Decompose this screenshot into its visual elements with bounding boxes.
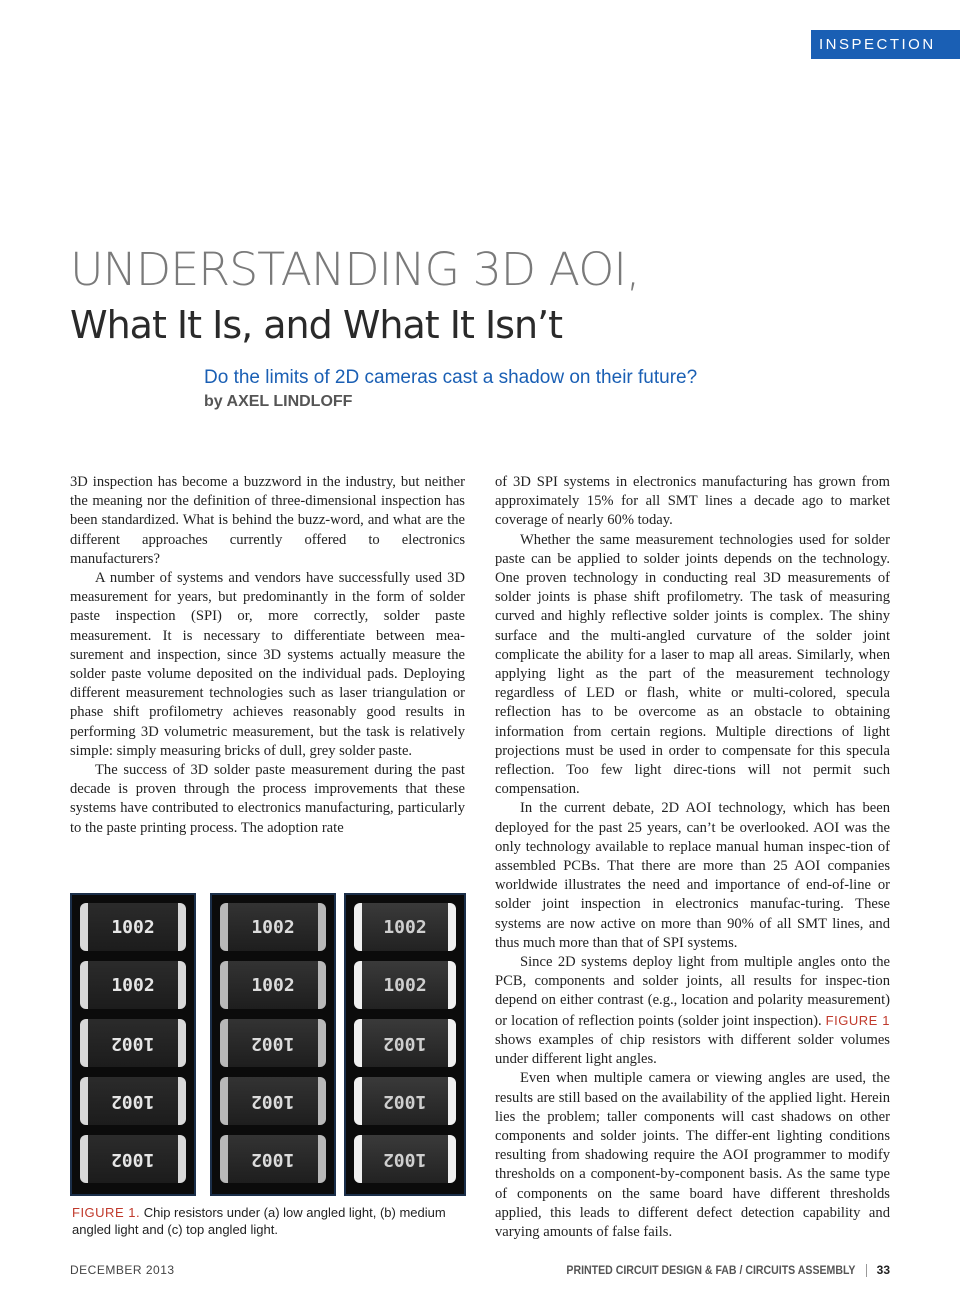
footer-divider xyxy=(866,1264,867,1277)
chip-resistor: 1002 xyxy=(220,961,326,1009)
chip-resistor: 1002 xyxy=(80,1077,186,1125)
paragraph-text: shows examples of chip resistors with different solder volumes under different light angles. xyxy=(495,1031,890,1068)
chip-resistor: 1002 xyxy=(80,1019,186,1067)
paragraph-text: Since 2D systems deploy light from multiple angles onto the PCB, components and solder joints, all results for inspec-tion depend on either contrast (e.g., location and polarity measurement) or location of reflection points (solder joint inspection). xyxy=(495,954,890,1029)
body-paragraph xyxy=(495,953,890,1069)
article-deck: Do the limits of 2D cameras cast a shadow on their future? xyxy=(204,367,698,388)
body-paragraph: Even when multiple camera or viewing angles are used, the results are still based on the availability of the applied light. Herein lies the problem; taller components will cast shadows on other components and solder joints. The differ-ent lighting conditions resulting from shadowing require the AOI programmer to modify thresholds on a component-by-component basis. As the same type of components on the same board have different thresholds applied, this leads to different defect detection capability and varying amounts of false fails. xyxy=(495,1070,890,1240)
chip-resistor: 1002 xyxy=(220,1135,326,1183)
page-number: 33 xyxy=(876,1263,890,1277)
chip-resistor: 1002 xyxy=(220,903,326,951)
chip-resistor: 1002 xyxy=(354,1135,456,1183)
body-paragraph: of 3D SPI systems in electronics manufacturing has grown from approximately 15% for all SMT lines a decade ago to market coverage of nearly 60% today. xyxy=(495,474,890,529)
footer-publication: PRINTED CIRCUIT DESIGN & FAB / CIRCUITS ASSEMBLY xyxy=(566,1263,856,1277)
chip-resistor: 1002 xyxy=(354,1077,456,1125)
chip-resistor: 1002 xyxy=(354,1019,456,1067)
figure-panel-medium-angle xyxy=(210,893,336,1196)
byline: by AXEL LINDLOFF xyxy=(204,393,353,410)
left-column xyxy=(70,473,465,838)
body-paragraph: In the current debate, 2D AOI technology, which has been deployed for the past 25 years, can’t be overlooked. AOI was the only technology available to replace manual human inspec-tion of assembled PCBs. That there are more than 25 AOI companies worldwide illustrates the need and importance of end-of-line or solder joint inspection in electronics manufac-turing. These systems are now active on more than 90% of all SMT lines, and thus much more than that of SPI systems. xyxy=(495,800,890,951)
figure-panel-top-angle xyxy=(344,893,466,1196)
figure-caption-label: FIGURE 1. xyxy=(72,1205,141,1220)
chip-resistor: 1002 xyxy=(80,961,186,1009)
article-subtitle: What It Is, and What It Isn’t xyxy=(70,303,563,347)
chip-resistor: 1002 xyxy=(354,903,456,951)
footer-date: DECEMBER 2013 xyxy=(70,1263,175,1277)
chip-resistor: 1002 xyxy=(354,961,456,1009)
body-paragraph: A number of systems and vendors have successfully used 3D measurement for years, but predominantly in the form of solder paste inspection (SPI) or, more correctly, solder paste measurement. It is necessary to differentiate between mea-surement and inspection, since 3D systems actually measure the solder paste volume deposited on the individual pads. Deploying different measurement technologies such as laser triangulation or phase shift profilometry achieves reasonably good results in performing 3D volumetric measurement, but the task is relatively simple: simply measuring bricks of dull, grey solder paste. xyxy=(70,570,465,759)
right-column xyxy=(495,473,890,1242)
chip-resistor: 1002 xyxy=(80,1135,186,1183)
figure-reference: FIGURE 1 xyxy=(825,1012,890,1028)
footer xyxy=(527,1263,890,1277)
figure-panel-low-angle xyxy=(70,893,196,1196)
chip-resistor: 1002 xyxy=(80,903,186,951)
body-paragraph: 3D inspection has become a buzzword in the industry, but neither the meaning nor the definition of three-dimensional inspection has been standardized. What is behind the buzz-word, and what are the different approaches currently offered to electronics manufacturers? xyxy=(70,474,465,567)
chip-resistor: 1002 xyxy=(220,1077,326,1125)
section-label: INSPECTION xyxy=(811,30,960,59)
body-paragraph: Whether the same measurement technologies used for solder paste can be applied to solder joints depends on the technology. One proven technology in conducting real 3D measurements of solder joints is phase shift profilometry. The task of measuring curved and highly reflective solder joints is complex. The shiny surface and the multi-angled curvature of the solder joint complicate the ability for a laser to map all areas. Similarly, when applying light as the part of the measurement technology regardless of LED or flash, white or multi-colored, specula reflection has to be overcome as an obstacle to obtaining information from certain regions. Multiple directions of light projections must be used in order to compensate for this specula reflection. Too few light direc-tions will not permit such compensation. xyxy=(495,531,890,798)
article-title: UNDERSTANDING 3D AOI, xyxy=(70,243,640,296)
figure-caption-text: Chip resistors under (a) low angled light, (b) medium angled light and (c) top angled light. xyxy=(72,1205,446,1237)
chip-resistor: 1002 xyxy=(220,1019,326,1067)
body-paragraph: The success of 3D solder paste measurement during the past decade is proven through the process improvements that these systems have contributed to electronics manufacturing, particularly to the paste printing process. The adoption rate xyxy=(70,762,465,836)
figure-1-image xyxy=(70,893,466,1196)
figure-caption xyxy=(72,1204,472,1238)
